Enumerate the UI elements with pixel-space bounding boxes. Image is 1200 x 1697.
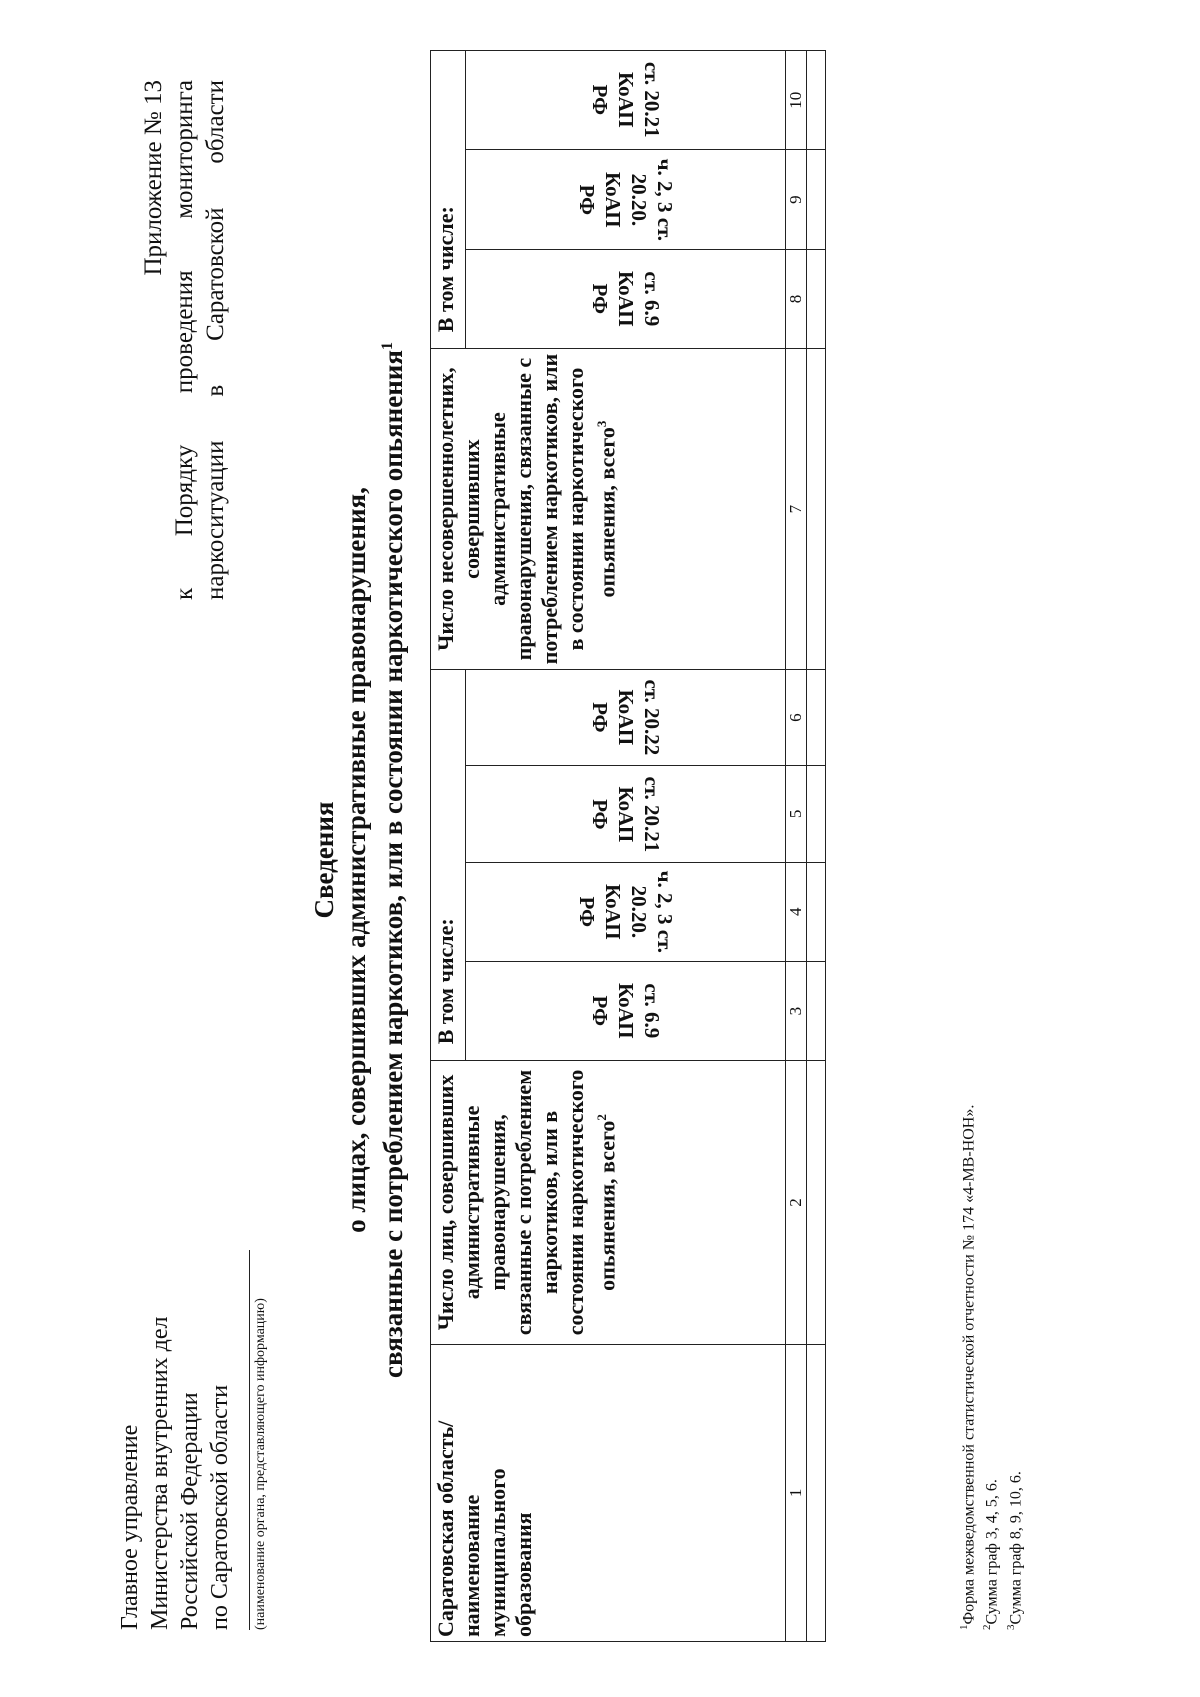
- empty-data-cell[interactable]: [807, 150, 826, 249]
- footnote: [978, 1105, 1001, 1630]
- title-heading: Сведения: [309, 801, 339, 919]
- title-subject-text: связанные с потреблением наркотиков, или в состоянии наркотического опьянения: [378, 350, 408, 1378]
- footnote-mark: 2: [981, 1624, 994, 1630]
- column-number: 5: [786, 766, 807, 862]
- subheader-text: ст. 20.21 КоАП РФ: [587, 775, 664, 852]
- group-including-1: В том числе:: [431, 669, 466, 1060]
- column-number: 9: [786, 150, 807, 249]
- appendix-order-line: к Порядку проведения мониторинга: [171, 80, 198, 600]
- footnote-mark: 3: [1004, 1624, 1017, 1630]
- footnote: [955, 1105, 978, 1630]
- subheader-text: ч. 2, 3 ст. 20.20. КоАП РФ: [574, 870, 677, 953]
- footnote-text: Сумма граф 8, 9, 10, 6.: [1006, 1471, 1024, 1625]
- group-including-2: В том числе:: [431, 51, 466, 349]
- subheader-art-20-21: [466, 766, 786, 862]
- rotated-sheet: [50, 50, 1150, 1670]
- document-title: [308, 200, 409, 1520]
- empty-data-cell[interactable]: [807, 1061, 826, 1344]
- footnote-mark: 1: [958, 1624, 970, 1630]
- subheader-art-20-20: [466, 862, 786, 961]
- empty-data-cell[interactable]: [807, 862, 826, 961]
- empty-data-cell[interactable]: [807, 249, 826, 348]
- column-number: 2: [786, 1061, 807, 1344]
- title-subject-cont: [372, 200, 409, 1520]
- header-total-minors-text: Число несовершеннолетних, совершивших административные правонарушения, связанные с потреблением наркотиков, или в состоянии наркотического опьянения, всего: [433, 353, 620, 665]
- authority-line: Российской Федерации: [177, 1392, 203, 1630]
- column-number: 8: [786, 249, 807, 348]
- empty-data-cell[interactable]: [807, 1344, 826, 1641]
- subheader-text: ст. 20.22 КоАП РФ: [587, 679, 664, 756]
- subheader-minors-art-20-21: [466, 51, 786, 150]
- authority-line: Главное управление: [117, 1424, 143, 1630]
- empty-data-cell[interactable]: [807, 961, 826, 1060]
- authority-line: Министерства внутренних дел: [147, 1316, 173, 1630]
- title-subject: о лицах, совершивших административные правонарушения,: [341, 487, 371, 1233]
- column-number: 7: [786, 349, 807, 670]
- footnotes: [955, 1105, 1025, 1630]
- column-number: 6: [786, 669, 807, 765]
- header-municipality: Саратовская область/ наименование муниципального образования: [431, 1344, 786, 1641]
- authority-line: по Саратовской области: [207, 1384, 233, 1630]
- empty-data-cell[interactable]: [807, 349, 826, 670]
- header-total-persons: [431, 1061, 786, 1344]
- footnote-ref: 3: [594, 420, 609, 428]
- subheader-text: ст. 6.9 КоАП РФ: [587, 983, 664, 1039]
- subheader-art-6-9: [466, 961, 786, 1060]
- appendix-reference: [138, 80, 231, 600]
- column-number: 1: [786, 1344, 807, 1641]
- appendix-region-line: наркоситуации в Саратовской области: [202, 80, 229, 600]
- column-number: 10: [786, 51, 807, 150]
- authority-caption: (наименование органа, представляющего информацию): [253, 1298, 268, 1630]
- subheader-art-20-22: [466, 669, 786, 765]
- appendix-number: Приложение № 13: [140, 80, 167, 276]
- report-table: [430, 50, 826, 1642]
- column-number: 4: [786, 862, 807, 961]
- footnote-ref: 2: [594, 1114, 609, 1121]
- empty-data-cell[interactable]: [807, 669, 826, 765]
- empty-data-cell[interactable]: [807, 51, 826, 150]
- header-total-persons-text: Число лиц, совершивших административные правонарушения, связанные с потреблением наркотиков, или в состоянии наркотического опьянения, всего: [433, 1069, 620, 1336]
- subheader-minors-art-20-20: [466, 150, 786, 249]
- footnote-text: Форма межведомственной статистической отчетности № 174 «4-МВ-НОН».: [960, 1104, 978, 1625]
- footnote-ref: 1: [379, 342, 396, 351]
- authority-name: [115, 1210, 235, 1630]
- header-total-minors: [431, 349, 786, 670]
- empty-data-cell[interactable]: [807, 766, 826, 862]
- footnote: [1002, 1105, 1025, 1630]
- footnote-text: Сумма граф 3, 4, 5, 6.: [983, 1479, 1001, 1625]
- subheader-text: ст. 6.9 КоАП РФ: [587, 271, 664, 327]
- subheader-text: ч. 2, 3 ст. 20.20. КоАП РФ: [574, 158, 677, 241]
- subheader-text: ст. 20.21 КоАП РФ: [587, 62, 664, 139]
- column-number: 3: [786, 961, 807, 1060]
- authority-underline: [249, 1250, 250, 1630]
- subheader-minors-art-6-9: [466, 249, 786, 348]
